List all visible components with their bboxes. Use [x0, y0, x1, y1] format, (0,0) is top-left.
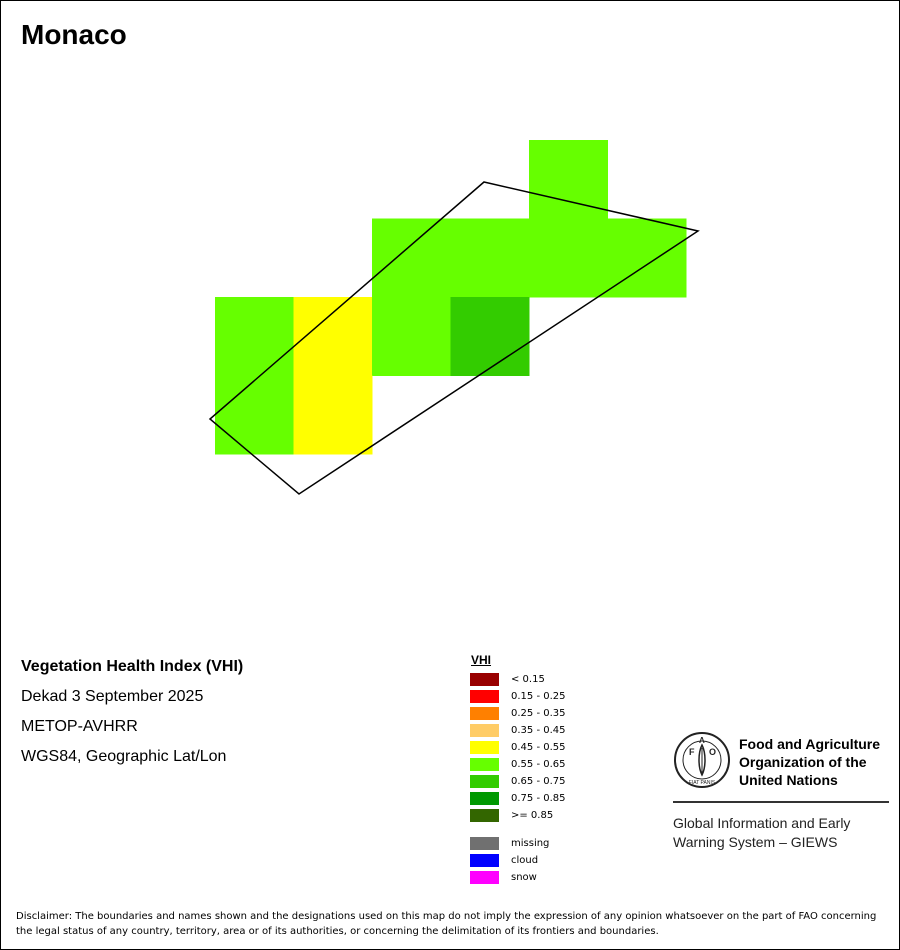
legend-swatch [470, 758, 499, 771]
legend-swatch [470, 673, 499, 686]
legend-item [470, 740, 566, 754]
legend-swatch [470, 724, 499, 737]
legend-item [470, 672, 545, 686]
giews-name [673, 814, 889, 852]
legend-item [470, 723, 566, 737]
vhi-cell [529, 219, 608, 298]
legend-item [470, 870, 537, 884]
legend-swatch [470, 741, 499, 754]
svg-text:F: F [689, 747, 695, 757]
fao-name-line: United Nations [739, 772, 838, 788]
legend-label: 0.65 - 0.75 [511, 775, 566, 787]
vhi-cell [608, 219, 687, 298]
legend-item [470, 836, 549, 850]
legend-label: < 0.15 [511, 673, 545, 685]
svg-text:O: O [709, 747, 717, 757]
fao-org-name [739, 735, 899, 789]
vhi-map [1, 1, 899, 641]
legend-swatch [470, 792, 499, 805]
legend-label: 0.45 - 0.55 [511, 741, 566, 753]
disclaimer: Disclaimer: The boundaries and names shown and the designations used on this map do not imply the expression of any opinion whatsoever on the part of FAO concerning the legal status of any country, territory, area or of its authorities, or concerning the delimitation of its frontiers and boundaries. [16, 911, 877, 937]
fao-motto: FIAT PANIS [688, 780, 716, 786]
legend-item [470, 774, 566, 788]
legend-swatch [470, 690, 499, 703]
legend-label: snow [511, 871, 537, 883]
vhi-grid [215, 140, 687, 455]
legend-swatch [470, 837, 499, 850]
divider [673, 801, 889, 803]
legend-item [470, 689, 566, 703]
legend-label: missing [511, 837, 550, 849]
giews-line: Global Information and Early [673, 815, 851, 831]
svg-text:A: A [699, 736, 705, 745]
legend-title: VHI [471, 653, 492, 667]
legend-label: cloud [511, 854, 539, 866]
legend-item [470, 706, 566, 720]
legend-item [470, 853, 538, 867]
map-sensor: METOP-AVHRR [21, 718, 138, 735]
vhi-cell [294, 376, 373, 455]
legend-label: 0.55 - 0.65 [511, 758, 566, 770]
fao-name-line: Food and Agriculture [739, 736, 881, 752]
legend-swatch [470, 871, 499, 884]
legend-item [470, 757, 566, 771]
legend-label: 0.15 - 0.25 [511, 690, 566, 702]
legend-label: 0.75 - 0.85 [511, 792, 566, 804]
vhi-cell [372, 219, 451, 298]
legend-label: 0.35 - 0.45 [511, 724, 566, 736]
fao-logo-icon [673, 731, 731, 789]
vhi-cell [451, 219, 530, 298]
fao-name-line: Organization of the [739, 754, 867, 770]
vhi-cell [372, 297, 451, 376]
map-projection: WGS84, Geographic Lat/Lon [21, 748, 227, 765]
giews-line: Warning System – GIEWS [673, 834, 838, 850]
vhi-cell [451, 297, 530, 376]
legend-swatch [470, 809, 499, 822]
map-period: Dekad 3 September 2025 [21, 688, 204, 705]
legend-swatch [470, 854, 499, 867]
legend-label: 0.25 - 0.35 [511, 707, 566, 719]
map-subtitle: Vegetation Health Index (VHI) [21, 658, 244, 675]
legend-item [470, 791, 566, 805]
legend-swatch [470, 775, 499, 788]
legend-swatch [470, 707, 499, 720]
map-title: Monaco [21, 19, 127, 50]
vhi-cell [215, 376, 294, 455]
legend-item [470, 808, 553, 822]
legend-label: >= 0.85 [511, 809, 554, 821]
vhi-cell [215, 297, 294, 376]
